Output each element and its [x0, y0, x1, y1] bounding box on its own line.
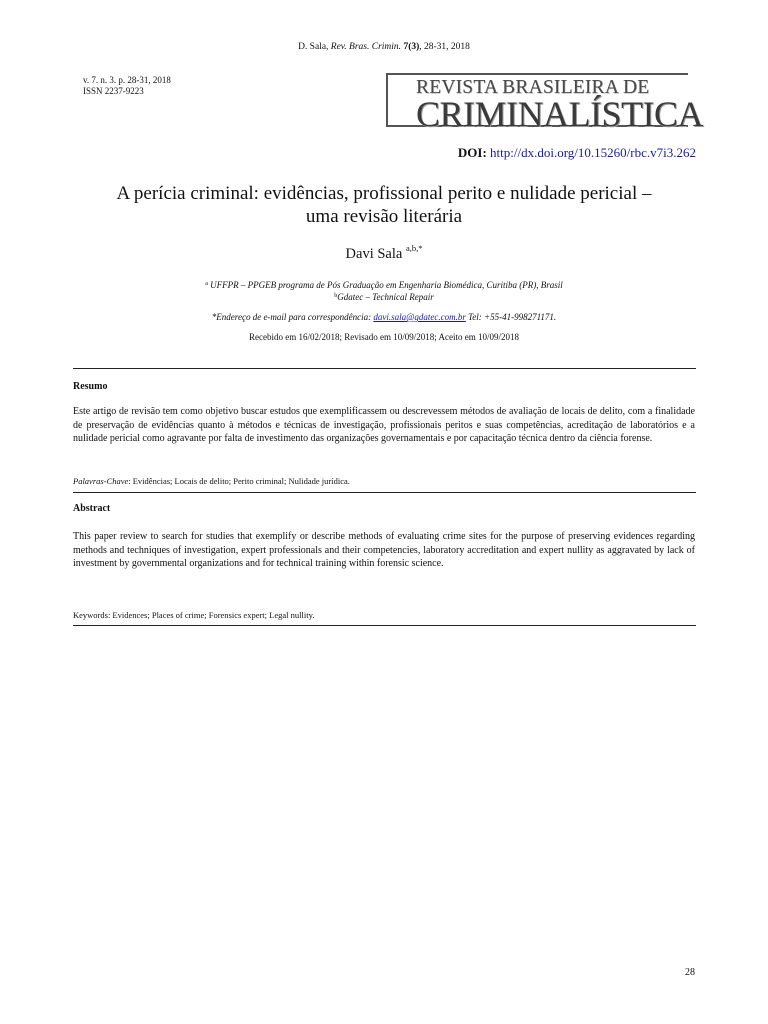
correspondence: *Endereço de e-mail para correspondência: davi.sala@gdatec.com.br Tel: +55-41-998271171. [211, 312, 557, 322]
doi-link[interactable]: http://dx.doi.org/10.15260/rbc.v7i3.262 [490, 145, 696, 160]
title-line-1: A perícia criminal: evidências, profissional perito e nulidade pericial – [116, 183, 652, 204]
resumo-text: Este artigo de revisão tem como objetivo buscar estudos que exemplificassem ou descrevessem métodos de avaliação de locais de delito, com a finalidade de preservação de evidências quanto à métodos e técnicas de investigação, profissionais peritos e suas competências, acreditação de laboratórios e a nulidade pericial como agravante por falta de investimento das organizações governamentais e por capacitação técnica dentro da ciência forense. [73, 406, 695, 444]
email-link[interactable]: davi.sala@gdatec.com.br [373, 312, 466, 322]
volume-info [83, 75, 171, 97]
dates: Recebido em 16/02/2018; Revisado em 10/09/2018; Aceito em 10/09/2018 [249, 332, 519, 342]
journal-logo [386, 73, 703, 134]
resumo-heading: Resumo [73, 381, 108, 392]
author-marks: a,b,* [405, 243, 423, 253]
palavras-chave: Palavras-Chave: Evidências; Locais de delito; Perito criminal; Nulidade jurídica. [73, 476, 350, 486]
divider [73, 625, 696, 626]
page-number: 28 [685, 967, 695, 978]
running-head: D. Sala, Rev. Bras. Crimin. 7(3), 28-31, 2018 [298, 42, 470, 52]
article-title [60, 182, 708, 228]
doi [458, 145, 696, 161]
logo-line-1: REVISTA BRASILEIRA DE [416, 77, 650, 98]
affiliation-a: $^a$ UFFPR – PPGEB programa de Pós Graduação em Engenharia Biomédica, Curitiba (PR), Brasil [205, 280, 563, 290]
issn-line: ISSN 2237-9223 [83, 86, 144, 96]
title-line-2: uma revisão literária [305, 206, 463, 227]
volume-line: v. 7. n. 3. p. 28-31, 2018 [83, 75, 171, 85]
author-name: Davi Sala [345, 246, 406, 262]
affiliation-b: $^b$Gdatec – Technical Repair [334, 292, 434, 302]
logo-line-2: CRIMINALÍSTICA [416, 94, 703, 134]
divider [73, 492, 696, 493]
abstract-text: This paper review to search for studies that exemplify or describe methods of evaluating crime sites for the purpose of preserving evidences regarding methods and techniques of investigation, expert professionals and their competencies, laboratory accreditation and expert nullity as aggravated by lack of investment by governmental organizations and for technical training within forensic science. [73, 531, 695, 569]
keywords: Keywords: Evidences; Places of crime; Forensics expert; Legal nullity. [73, 610, 315, 620]
abstract-heading: Abstract [73, 503, 111, 514]
doi-label: DOI: [457, 145, 487, 160]
divider [73, 368, 696, 369]
author [0, 243, 768, 263]
